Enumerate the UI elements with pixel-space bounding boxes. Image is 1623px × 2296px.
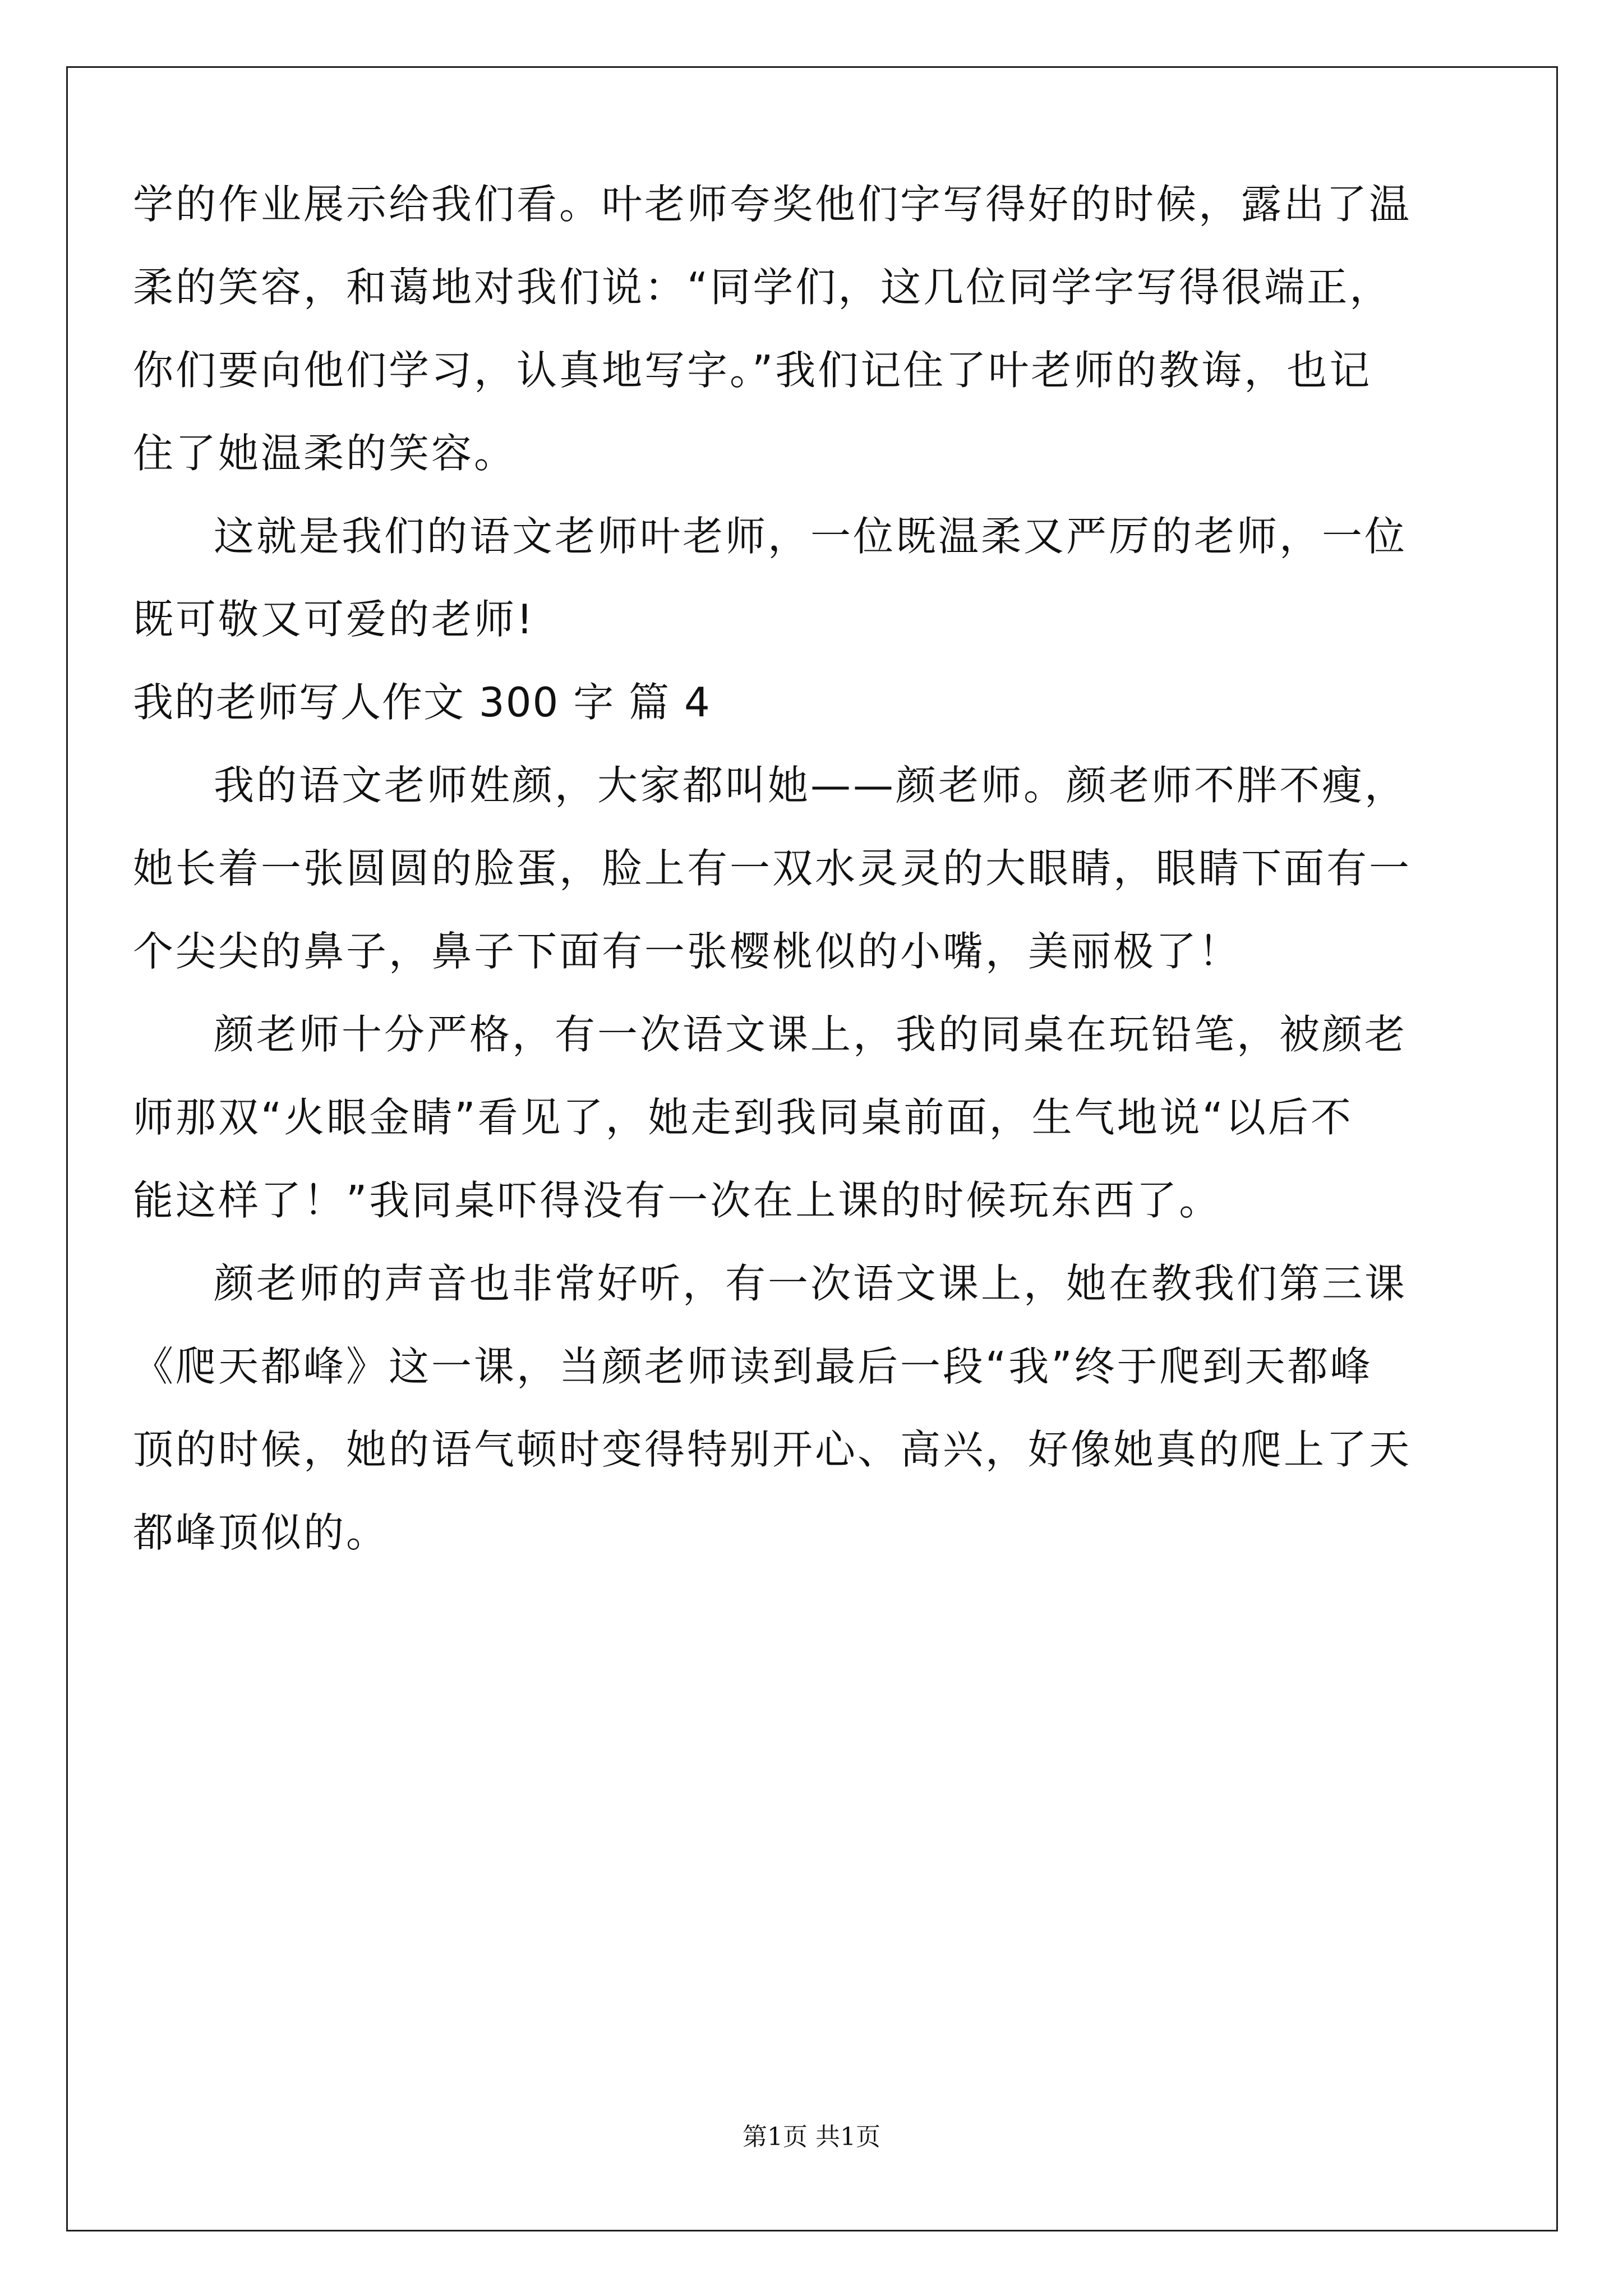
text-line: 师那双“火眼金睛”看见了，她走到我同桌前面，生气地说“以后不: [133, 1094, 1353, 1141]
text-line: 她长着一张圆圆的脸蛋，脸上有一双水灵灵的大眼睛，眼睛下面有一: [133, 845, 1412, 892]
text-line: 顶的时候，她的语气顿时变得特别开心、高兴，好像她真的爬上了天: [133, 1426, 1412, 1473]
text-line: 柔的笑容，和蔼地对我们说：“同学们，这几位同学字写得很端正，: [133, 264, 1393, 311]
text-line: 你们要向他们学习，认真地写字。”我们记住了叶老师的教诲，也记: [133, 347, 1372, 394]
text-line: 《爬天都峰》这一课，当颜老师读到最后一段“我”终于爬到天都峰: [133, 1343, 1373, 1390]
text-line: 个尖尖的鼻子，鼻子下面有一张樱桃似的小嘴，美丽极了！: [133, 928, 1242, 975]
page-footer: 第1页 共1页: [743, 2123, 880, 2151]
document-body: [133, 163, 1434, 1574]
paragraph-start-line: 颜老师的声音也非常好听，有一次语文课上，她在教我们第三课: [214, 1260, 1408, 1307]
text-line: 学的作业展示给我们看。叶老师夸奖他们字写得好的时候，露出了温: [133, 181, 1412, 228]
text-line: 住了她温柔的笑容。: [133, 430, 517, 477]
text-line: 都峰顶似的。: [133, 1509, 389, 1556]
section-heading: 我的老师写人作文 300 字 篇 4: [133, 679, 711, 726]
text-line: 能这样了！”我同桌吓得没有一次在上课的时候玩东西了。: [133, 1177, 1222, 1224]
paragraph-start-line: 颜老师十分严格，有一次语文课上，我的同桌在玩铅笔，被颜老: [214, 1011, 1408, 1058]
paragraph-start-line: 这就是我们的语文老师叶老师，一位既温柔又严厉的老师，一位: [214, 513, 1408, 560]
paragraph-start-line: 我的语文老师姓颜，大家都叫她——颜老师。颜老师不胖不瘦，: [214, 762, 1408, 809]
text-line: 既可敬又可爱的老师!: [133, 596, 535, 643]
